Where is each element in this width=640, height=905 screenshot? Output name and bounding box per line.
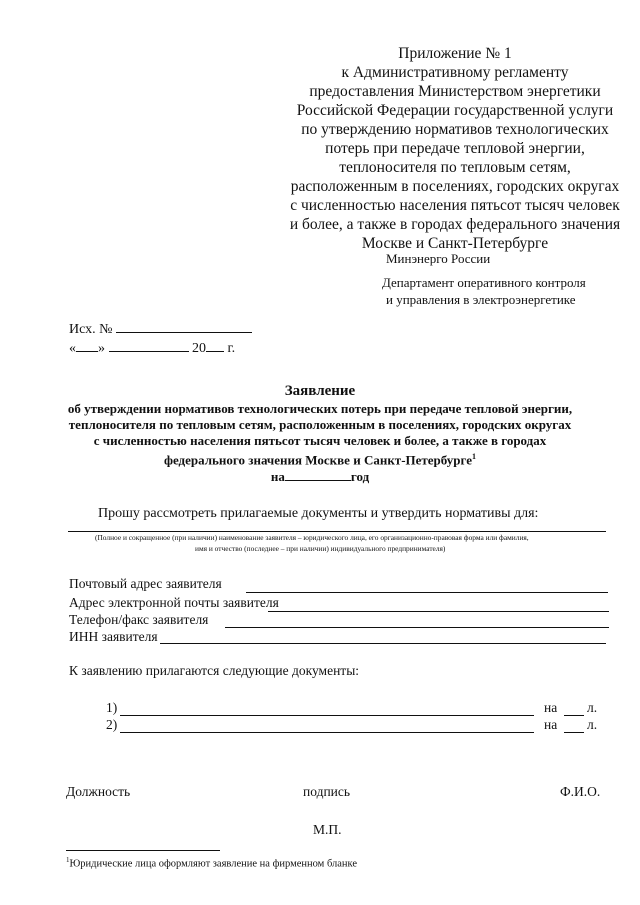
inn-field[interactable] [160, 643, 606, 644]
phone-field[interactable] [225, 627, 609, 628]
year-god: год [350, 469, 370, 485]
footnote [66, 856, 357, 870]
appendix-line: по утверждению нормативов технологических [301, 121, 609, 138]
subtitle-last-text: федерального значения Москве и Санкт-Петербурге [163, 452, 473, 468]
year-prefix: 20 [192, 341, 206, 356]
inn-label: ИНН заявителя [69, 629, 158, 644]
email-label: Адрес электронной почты заявителя [69, 595, 279, 610]
postal-field[interactable] [246, 592, 608, 593]
attachments-label: К заявлению прилагаются следующие документы: [69, 663, 360, 678]
subtitle-line-last [0, 449, 640, 468]
appendix-header [270, 44, 640, 253]
appendix-line: к Административному регламенту [341, 64, 569, 81]
attachment-2-field[interactable] [120, 732, 534, 733]
appendix-line: Москве и Санкт-Петербурге [361, 235, 549, 252]
attachment-num: 1) [106, 700, 118, 715]
attachment-num: 2) [106, 717, 118, 732]
appendix-line: Российской Федерации государственной услуги [296, 102, 614, 119]
attachment-l: л. [587, 717, 598, 732]
phone-row [69, 612, 208, 628]
outgoing-date-row [69, 337, 235, 357]
recipient-ministry: Минэнерго России [386, 251, 491, 266]
position-label: Должность [66, 784, 131, 799]
attachment-2-pages-field[interactable] [564, 732, 584, 733]
recipient-department-line2: и управления в электроэнергетике [386, 292, 576, 307]
statement-subtitle [0, 401, 640, 485]
date-month-field[interactable] [109, 337, 189, 352]
attachment-na: на [544, 717, 558, 732]
appendix-line: и более, а также в городах федерального значения [289, 216, 621, 233]
subtitle-line: теплоносителя по тепловым сетям, расположенным в поселениях, городских округах [68, 417, 572, 432]
footnote-separator [66, 850, 220, 851]
appendix-line: расположенным в поселениях, городских округах [290, 178, 620, 195]
request-note-line2: имя и отчество (последнее – при наличии) индивидуального предпринимателя) [195, 544, 446, 553]
quote-open: « [69, 341, 76, 356]
date-day-field[interactable] [76, 337, 98, 352]
outgoing-ref-label: Исх. № [69, 322, 113, 337]
phone-label: Телефон/факс заявителя [69, 612, 209, 627]
email-row [69, 595, 279, 611]
appendix-line: с численностью населения пятьсот тысяч человек [290, 197, 620, 214]
fio-label: Ф.И.О. [560, 784, 601, 799]
subtitle-line: с численностью населения пятьсот тысяч человек и более, а также в городах [93, 433, 547, 448]
request-note-line1: (Полное и сокращенное (при наличии) наименование заявителя – юридического лица, его организационно-правовая форма или фамилия, [95, 533, 529, 542]
statement-title: Заявление [284, 383, 356, 399]
statement-year-field[interactable] [285, 468, 351, 481]
recipient-department-line1: Департамент оперативного контроля [382, 275, 586, 290]
email-field[interactable] [268, 611, 609, 612]
sign-label: подпись [303, 784, 351, 799]
date-year-field[interactable] [206, 337, 224, 352]
outgoing-ref-row [69, 318, 252, 338]
attachment-1-field[interactable] [120, 715, 534, 716]
appendix-line: Приложение № 1 [398, 45, 512, 62]
footnote-text: Юридические лица оформляют заявление на фирменном бланке [69, 858, 358, 870]
attachment-l: л. [587, 700, 598, 715]
outgoing-ref-field[interactable] [116, 318, 252, 333]
attachment-1-pages-field[interactable] [564, 715, 584, 716]
attachment-na: на [544, 700, 558, 715]
appendix-line: теплоносителя по тепловым сетям, [339, 159, 571, 176]
stamp-label: М.П. [313, 822, 342, 837]
request-text: Прошу рассмотреть прилагаемые документы и утвердить нормативы для: [98, 506, 539, 521]
footnote-mark: 1 [66, 856, 70, 864]
subtitle-line: об утверждении нормативов технологических потерь при передаче тепловой энергии, [67, 401, 573, 416]
postal-row [69, 576, 222, 592]
inn-row [69, 629, 158, 645]
footnote-ref: 1 [472, 452, 477, 461]
postal-label: Почтовый адрес заявителя [69, 576, 222, 591]
quote-close: » [98, 341, 105, 356]
year-suffix: г. [227, 341, 236, 356]
statement-year-row [0, 468, 640, 485]
appendix-line: предоставления Министерством энергетики [309, 83, 601, 100]
appendix-line: потерь при передаче тепловой энергии, [325, 140, 585, 157]
year-na: на [270, 469, 285, 485]
